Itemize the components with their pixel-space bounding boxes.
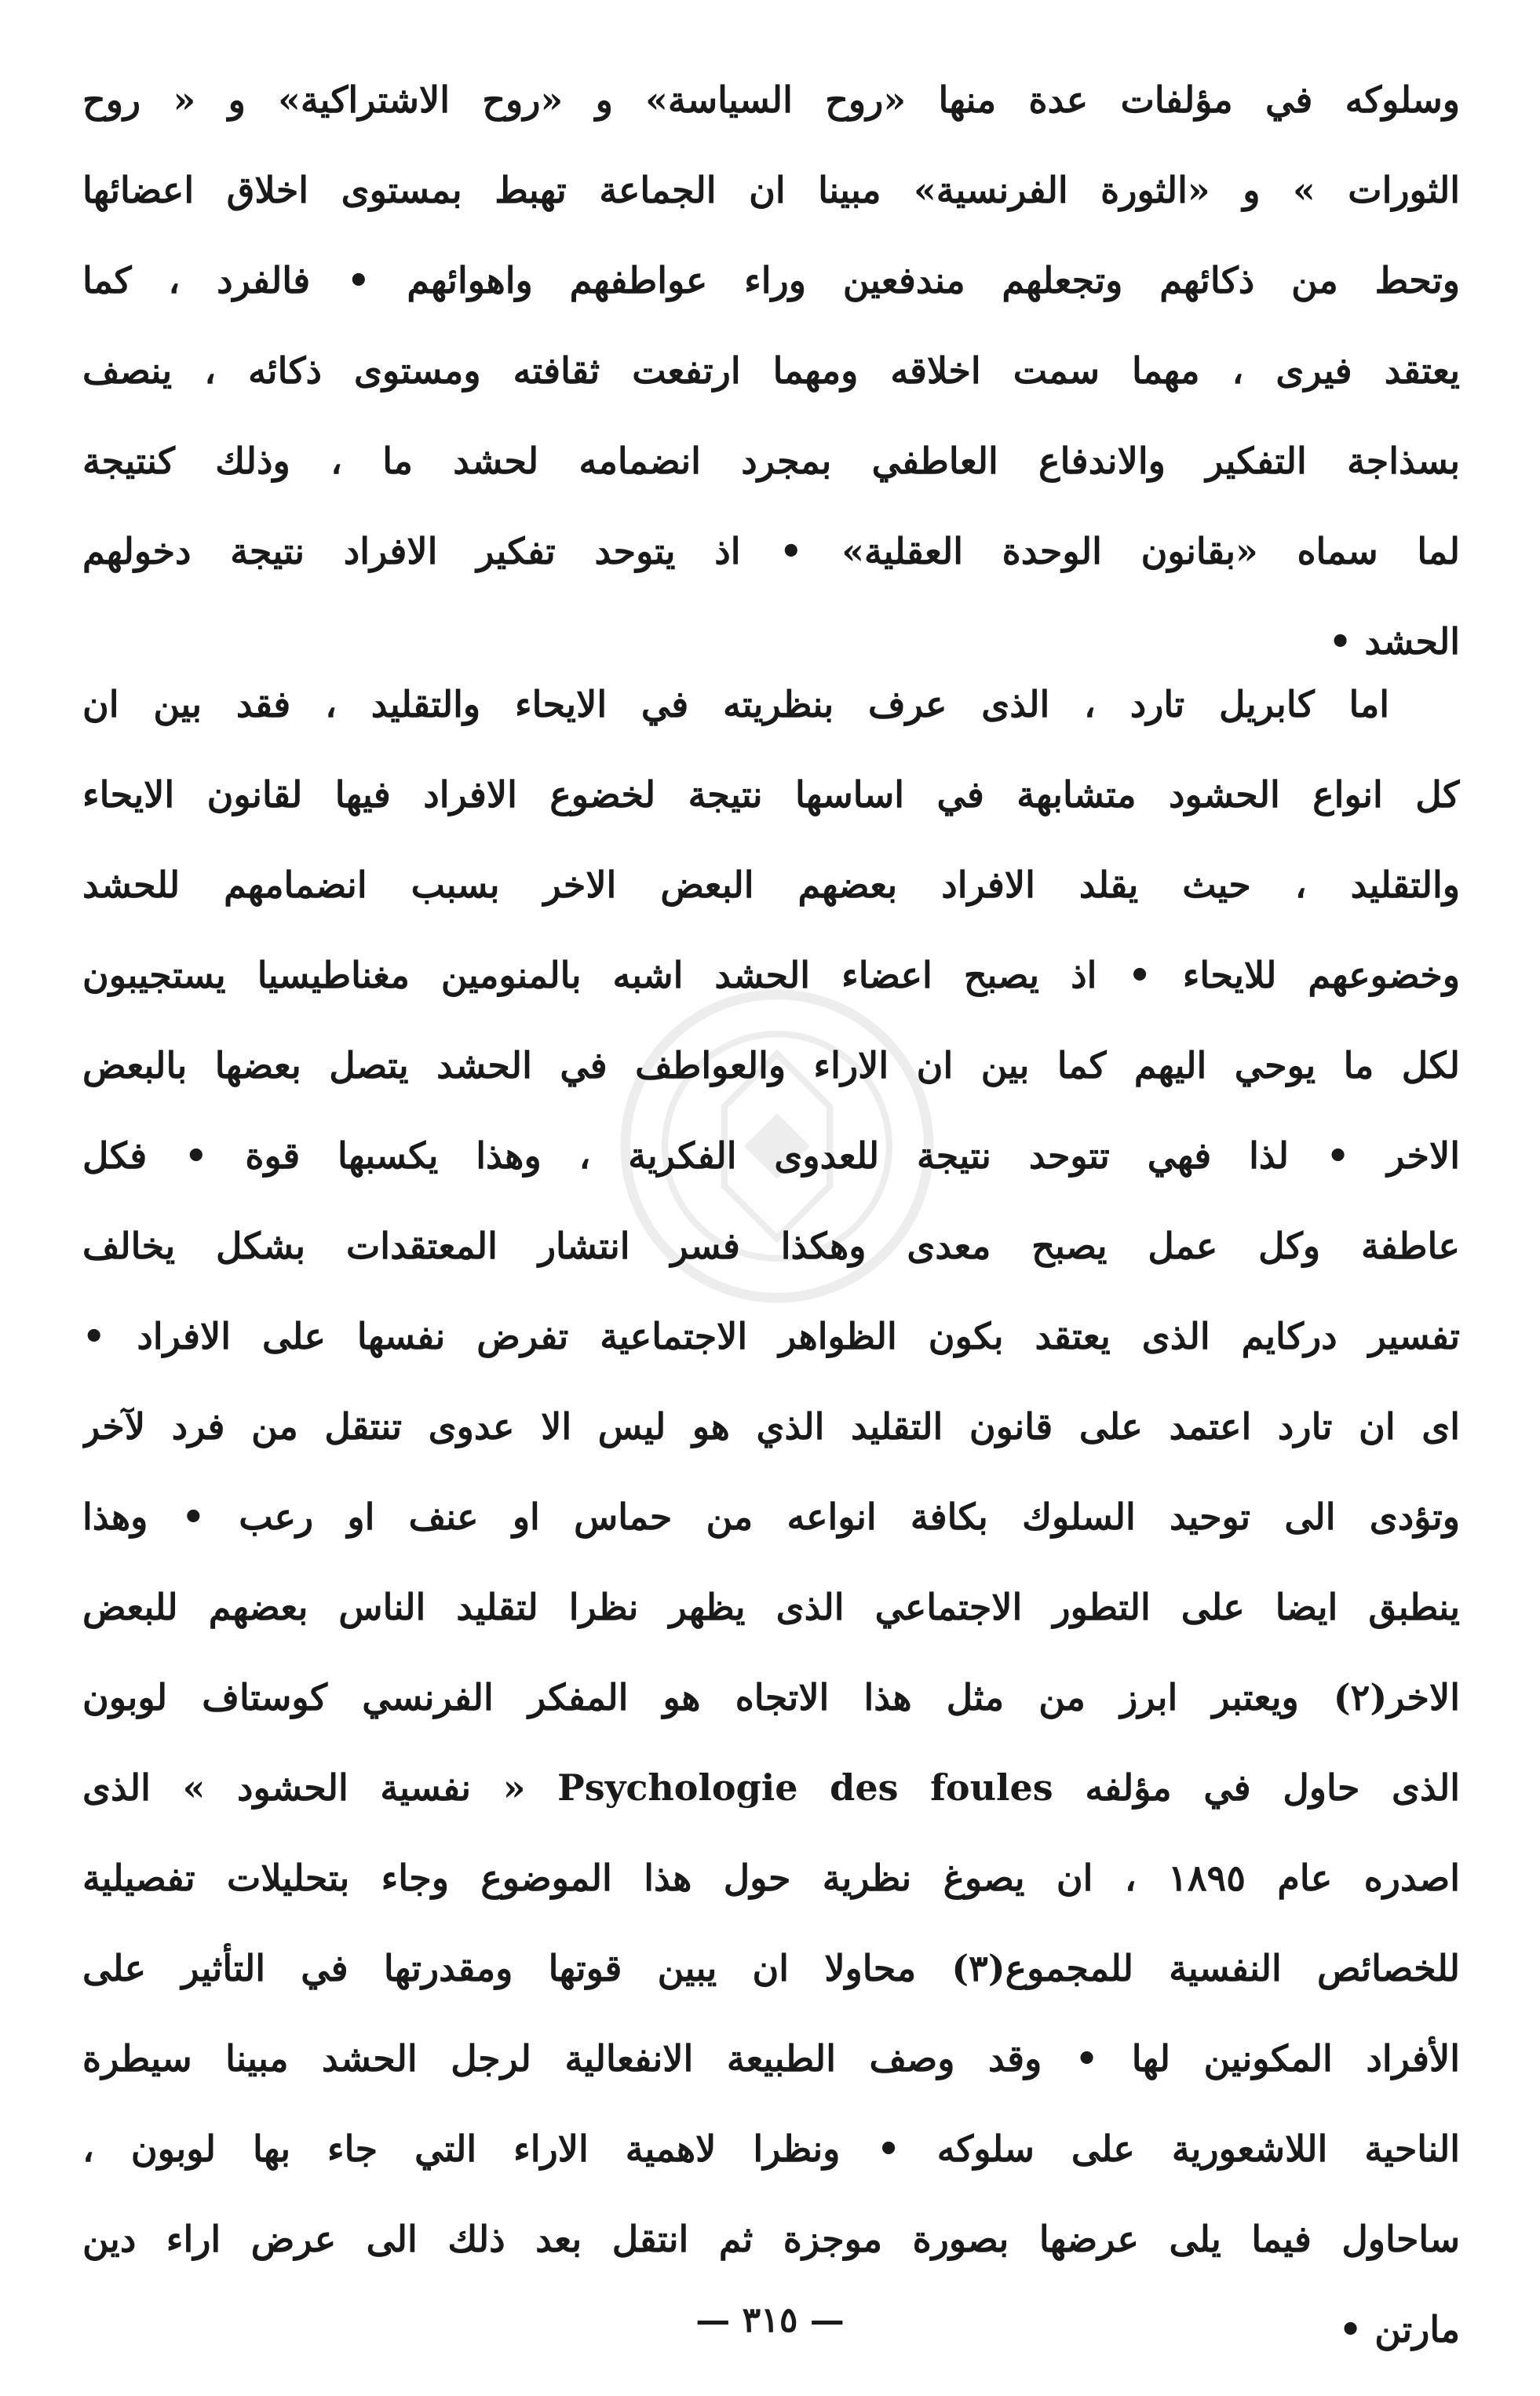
text-line: اما كابريل تارد ، الذى عرف بنظريته في الايحاء والتقليد ، فقد بين ان <box>82 683 1389 725</box>
text-line: الحشد • <box>1328 620 1460 663</box>
text-line: الأفراد المكونين لها • وقد وصف الطبيعة الانفعالية لرجل الحشد مبينا سيطرة <box>82 2037 1460 2080</box>
text-line: وسلوكه في مؤلفات عدة منها «روح السياسة» و «روح الاشتراكية» و « روح <box>82 79 1460 121</box>
text-line: تفسير دركايم الذى يعتقد بكون الظواهر الاجتماعية تفرض نفسها على الافراد • <box>82 1315 1460 1357</box>
text-line: الذى حاول في مؤلفه Psychologie des foules « نفسية الحشود » الذى <box>82 1766 1460 1809</box>
text-line: وتحط من ذكائهم وتجعلهم مندفعين وراء عواطفهم واهوائهم • فالفرد ، كما <box>82 259 1460 301</box>
text-line: والتقليد ، حيث يقلد الافراد بعضهم البعض الاخر بسبب انضمامهم للحشد <box>82 864 1460 906</box>
text-line: بسذاجة التفكير والاندفاع العاطفي بمجرد انضمامه لحشد ما ، وذلك كنتيجة <box>82 440 1460 482</box>
text-line: كل انواع الحشود متشابهة في اساسها نتيجة لخضوع الافراد فيها لقانون الايحاء <box>82 773 1460 816</box>
text-line: مارتن • <box>1338 2308 1460 2350</box>
text-line: لكل ما يوحي اليهم كما بين ان الاراء والعواطف في الحشد يتصل بعضها بالبعض <box>82 1044 1460 1087</box>
text-line: الناحية اللاشعورية على سلوكه • ونظرا لاهمية الاراء التي جاء بها لوبون ، <box>82 2128 1460 2170</box>
text-line: الثورات » و «الثورة الفرنسية» مبينا ان الجماعة تهبط بمستوى اخلاق اعضائها <box>82 169 1460 211</box>
paragraph-2 <box>82 659 1460 2375</box>
text-line: ساحاول فيما يلى عرضها بصورة موجزة ثم انتقل بعد ذلك الى عرض اراء دين <box>82 2218 1460 2260</box>
text-line: لما سماه «بقانون الوحدة العقلية» • اذ يتوحد تفكير الافراد نتيجة دخولهم <box>82 530 1460 572</box>
text-line: وخضوعهم للايحاء • اذ يصبح اعضاء الحشد اشبه بالمنومين مغناطيسيا يستجيبون <box>82 954 1460 996</box>
text-line: اى ان تارد اعتمد على قانون التقليد الذي هو ليس الا عدوى تنتقل من فرد لآخر <box>82 1405 1460 1448</box>
page-number: — ٣١٥ — <box>695 2300 845 2340</box>
text-line: الاخر(٢) ويعتبر ابرز من مثل هذا الاتجاه هو المفكر الفرنسي كوستاف لوبون <box>82 1676 1460 1718</box>
text-line: يعتقد فيرى ، مهما سمت اخلاقه ومهما ارتفعت ثقافته ومستوى ذكائه ، ينصف <box>82 349 1460 392</box>
text-line: للخصائص النفسية للمجموع(٣) محاولا ان يبين قوتها ومقدرتها في التأثير على <box>82 1947 1460 1989</box>
paragraph-1 <box>82 55 1460 687</box>
text-line: وتؤدى الى توحيد السلوك بكافة انواعه من حماس او عنف او رعب • وهذا <box>82 1496 1460 1538</box>
text-line: اصدره عام ١٨٩٥ ، ان يصوغ نظرية حول هذا الموضوع وجاء بتحليلات تفصيلية <box>82 1857 1460 1899</box>
text-line: ينطبق ايضا على التطور الاجتماعي الذى يظهر نظرا لتقليد الناس بعضهم للبعض <box>82 1586 1460 1628</box>
text-line: عاطفة وكل عمل يصبح معدى وهكذا فسر انتشار المعتقدات بشكل يخالف <box>82 1225 1460 1267</box>
text-line: الاخر • لذا فهي تتوحد نتيجة للعدوى الفكرية ، وهذا يكسبها قوة • فكل <box>82 1134 1460 1177</box>
